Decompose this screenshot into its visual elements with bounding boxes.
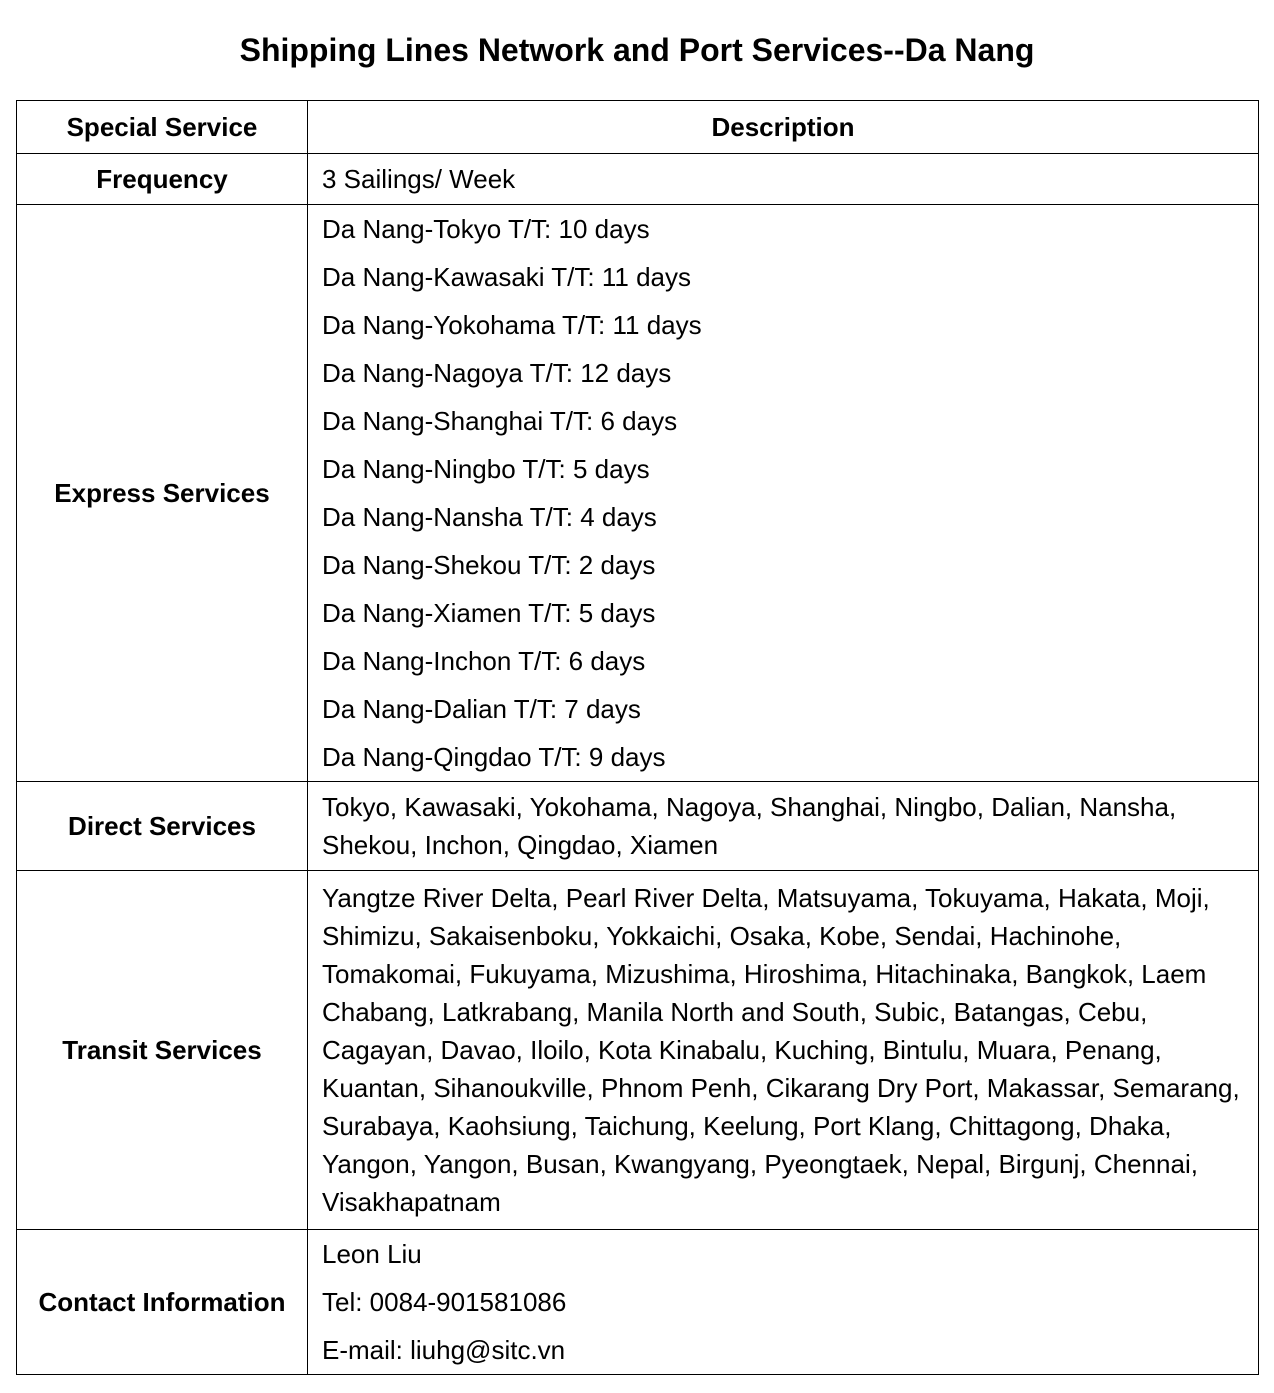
contact-name: Leon Liu <box>322 1239 422 1269</box>
frequency-value: 3 Sailings/ Week <box>308 154 1259 205</box>
frequency-row <box>17 154 1259 205</box>
express-item: Da Nang-Shanghai T/T: 6 days <box>322 406 678 436</box>
express-item: Da Nang-Inchon T/T: 6 days <box>322 646 646 676</box>
express-item: Da Nang-Ningbo T/T: 5 days <box>322 454 650 484</box>
services-table <box>16 100 1259 1375</box>
express-item: Da Nang-Yokohama T/T: 11 days <box>322 310 702 340</box>
header-special-service: Special Service <box>17 101 308 154</box>
direct-value: Tokyo, Kawasaki, Yokohama, Nagoya, Shanghai, Ningbo, Dalian, Nansha, Shekou, Inchon, Qingdao, Xiamen <box>308 782 1259 871</box>
contact-details <box>308 1230 1259 1375</box>
express-item: Da Nang-Tokyo T/T: 10 days <box>322 214 650 244</box>
transit-row <box>17 871 1259 1230</box>
express-item: Da Nang-Shekou T/T: 2 days <box>322 550 656 580</box>
express-item: Da Nang-Qingdao T/T: 9 days <box>322 742 666 772</box>
express-item: Da Nang-Kawasaki T/T: 11 days <box>322 262 691 292</box>
express-item: Da Nang-Xiamen T/T: 5 days <box>322 598 656 628</box>
express-item: Da Nang-Dalian T/T: 7 days <box>322 694 641 724</box>
frequency-label: Frequency <box>17 154 308 205</box>
transit-value: Yangtze River Delta, Pearl River Delta, Matsuyama, Tokuyama, Hakata, Moji, Shimizu, Sakaisenboku, Yokkaichi, Osaka, Kobe, Sendai, Hachinohe, Tomakomai, Fukuyama, Mizushima, Hiroshima, Hitachinaka, Bangkok, Laem Chabang, Latkrabang, Manila North and South, Subic, Batangas, Cebu, Cagayan, Davao, Iloilo, Kota Kinabalu, Kuching, Bintulu, Muara, Penang, Kuantan, Sihanoukville, Phnom Penh, Cikarang Dry Port, Makassar, Semarang, Surabaya, Kaohsiung, Taichung, Keelung, Port Klang, Chittagong, Dhaka, Yangon, Yangon, Busan, Kwangyang, Pyeongtaek, Nepal, Birgunj, Chennai, Visakhapatnam <box>308 871 1259 1230</box>
contact-email: E-mail: liuhg@sitc.vn <box>322 1335 566 1365</box>
express-label: Express Services <box>17 205 308 782</box>
contact-tel: Tel: 0084-901581086 <box>322 1287 567 1317</box>
contact-label: Contact Information <box>17 1230 308 1375</box>
transit-label: Transit Services <box>17 871 308 1230</box>
express-row <box>17 205 1259 782</box>
express-item: Da Nang-Nagoya T/T: 12 days <box>322 358 672 388</box>
direct-row <box>17 782 1259 871</box>
header-description: Description <box>308 101 1259 154</box>
express-list <box>308 205 1259 782</box>
express-item: Da Nang-Nansha T/T: 4 days <box>322 502 657 532</box>
direct-label: Direct Services <box>17 782 308 871</box>
page-title: Shipping Lines Network and Port Services--Da Nang <box>239 32 1035 68</box>
header-row <box>17 101 1259 154</box>
contact-row <box>17 1230 1259 1375</box>
